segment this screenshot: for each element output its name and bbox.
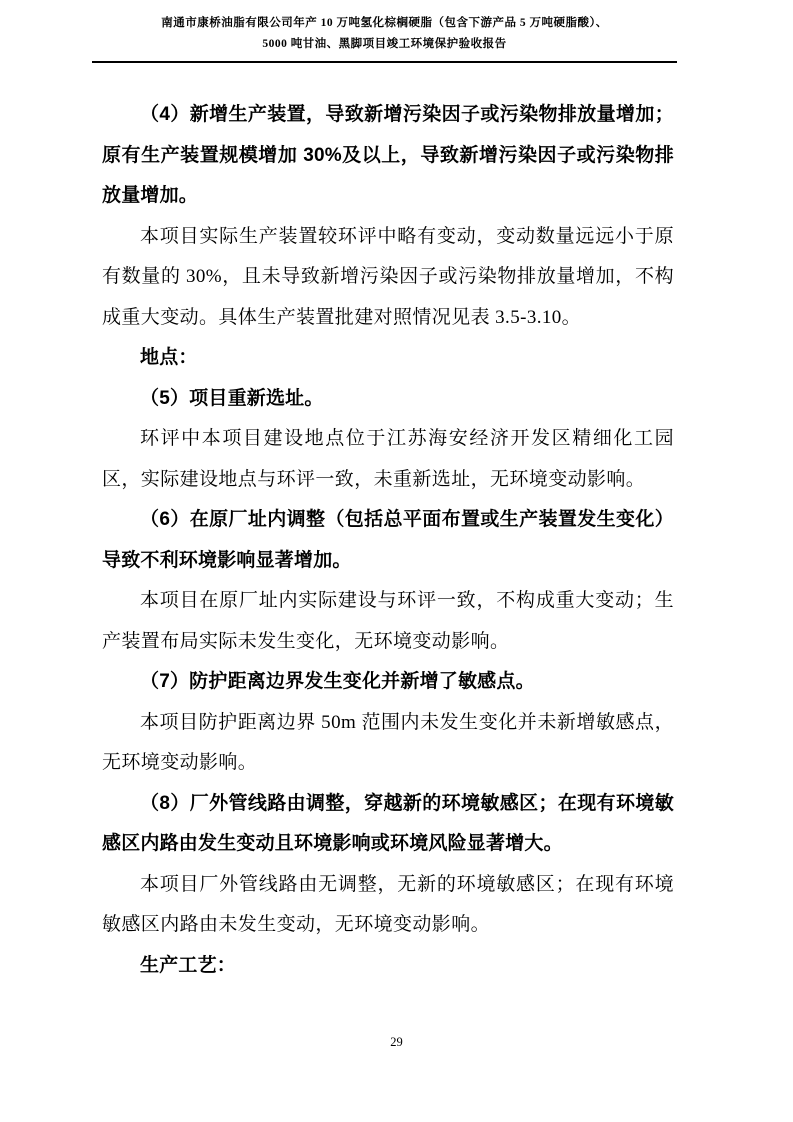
section-heading-item-4: （4）新增生产装置，导致新增污染因子或污染物排放量增加；原有生产装置规模增加 30%及以上，导致新增污染因子或污染物排放量增加。 <box>102 104 674 206</box>
section-heading-production-process: 生产工艺： <box>140 954 237 976</box>
paragraph-item-6-response: 本项目在原厂址内实际建设与环评一致，不构成重大变动；生产装置布局实际未发生变化，无环境变动影响。 <box>102 590 674 652</box>
page-number: 29 <box>390 1035 403 1049</box>
page-header <box>92 13 677 55</box>
paragraph-item-4-response: 本项目实际生产装置较环评中略有变动，变动数量远远小于原有数量的 30%，且未导致新增污染因子或污染物排放量增加，不构成重大变动。具体生产装置批建对照情况见表 3.5-3.10。 <box>102 225 674 328</box>
header-line-1: 南通市康桥油脂有限公司年产 10 万吨氢化棕榈硬脂（包含下游产品 5 万吨硬脂酸）、 <box>161 17 608 29</box>
paragraph-item-5-response: 环评中本项目建设地点位于江苏海安经济开发区精细化工园区，实际建设地点与环评一致，未重新选址，无环境变动影响。 <box>102 428 674 490</box>
section-heading-item-7: （7）防护距离边界发生变化并新增了敏感点。 <box>140 671 535 692</box>
header-line-2: 5000 吨甘油、黑脚项目竣工环境保护验收报告 <box>262 38 507 50</box>
document-body <box>102 95 674 986</box>
paragraph-item-8-response: 本项目厂外管线路由无调整，无新的环境敏感区；在现有环境敏感区内路由未发生变动，无环境变动影响。 <box>102 873 674 935</box>
section-heading-item-8: （8）厂外管线路由调整，穿越新的环境敏感区；在现有环境敏感区内路由发生变动且环境影响或环境风险显著增大。 <box>102 792 674 854</box>
section-heading-item-6: （6）在原厂址内调整（包括总平面布置或生产装置发生变化）导致不利环境影响显著增加。 <box>102 509 674 571</box>
section-heading-location: 地点： <box>140 347 198 368</box>
section-heading-item-5: （5）项目重新选址。 <box>140 387 324 409</box>
page-footer <box>0 1034 793 1050</box>
header-rule <box>92 61 677 63</box>
paragraph-item-7-response: 本项目防护距离边界 50m 范围内未发生变化并未新增敏感点，无环境变动影响。 <box>102 711 674 773</box>
